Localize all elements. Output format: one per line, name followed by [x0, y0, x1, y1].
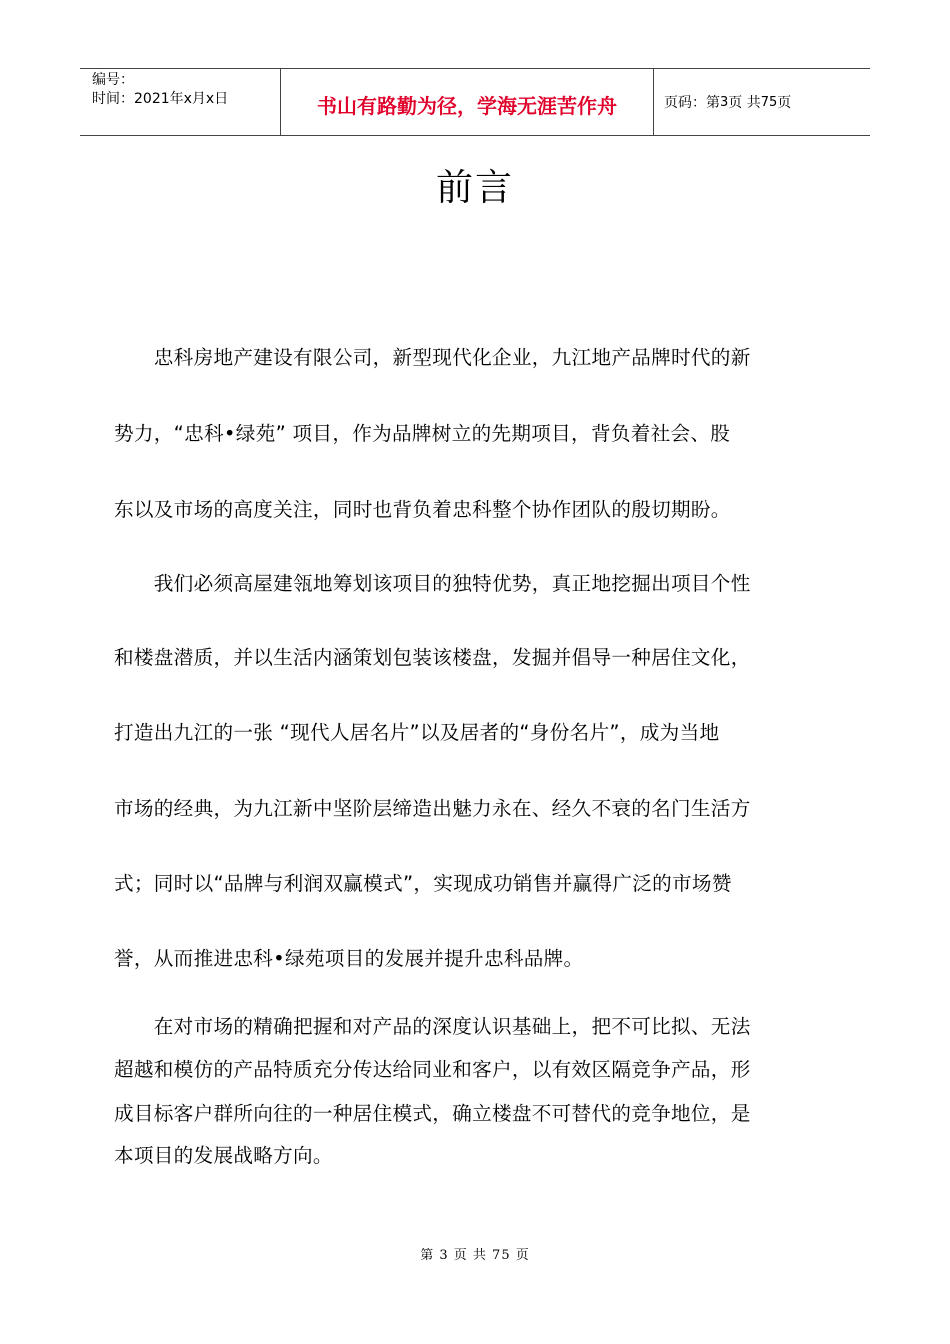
page-number: 3 [720, 94, 729, 110]
page-prefix: 页码：第 [664, 95, 720, 111]
page-total: 75 [760, 94, 778, 110]
page-header [80, 68, 870, 136]
date-label: 时间：2021年x月x日 [92, 91, 229, 107]
motto-text: 书山有路勤为径，学海无涯苦作舟 [317, 93, 617, 118]
page-footer: 第 3 页 共 75 页 [420, 1248, 530, 1263]
page-title: 前言 [436, 166, 514, 209]
header-meta-cell [80, 69, 281, 135]
header-page-cell [654, 69, 870, 135]
page-mid: 页 共 [728, 95, 761, 111]
number-label: 编号： [92, 72, 134, 88]
header-motto-cell [281, 69, 654, 135]
page-suffix: 页 [777, 95, 792, 111]
